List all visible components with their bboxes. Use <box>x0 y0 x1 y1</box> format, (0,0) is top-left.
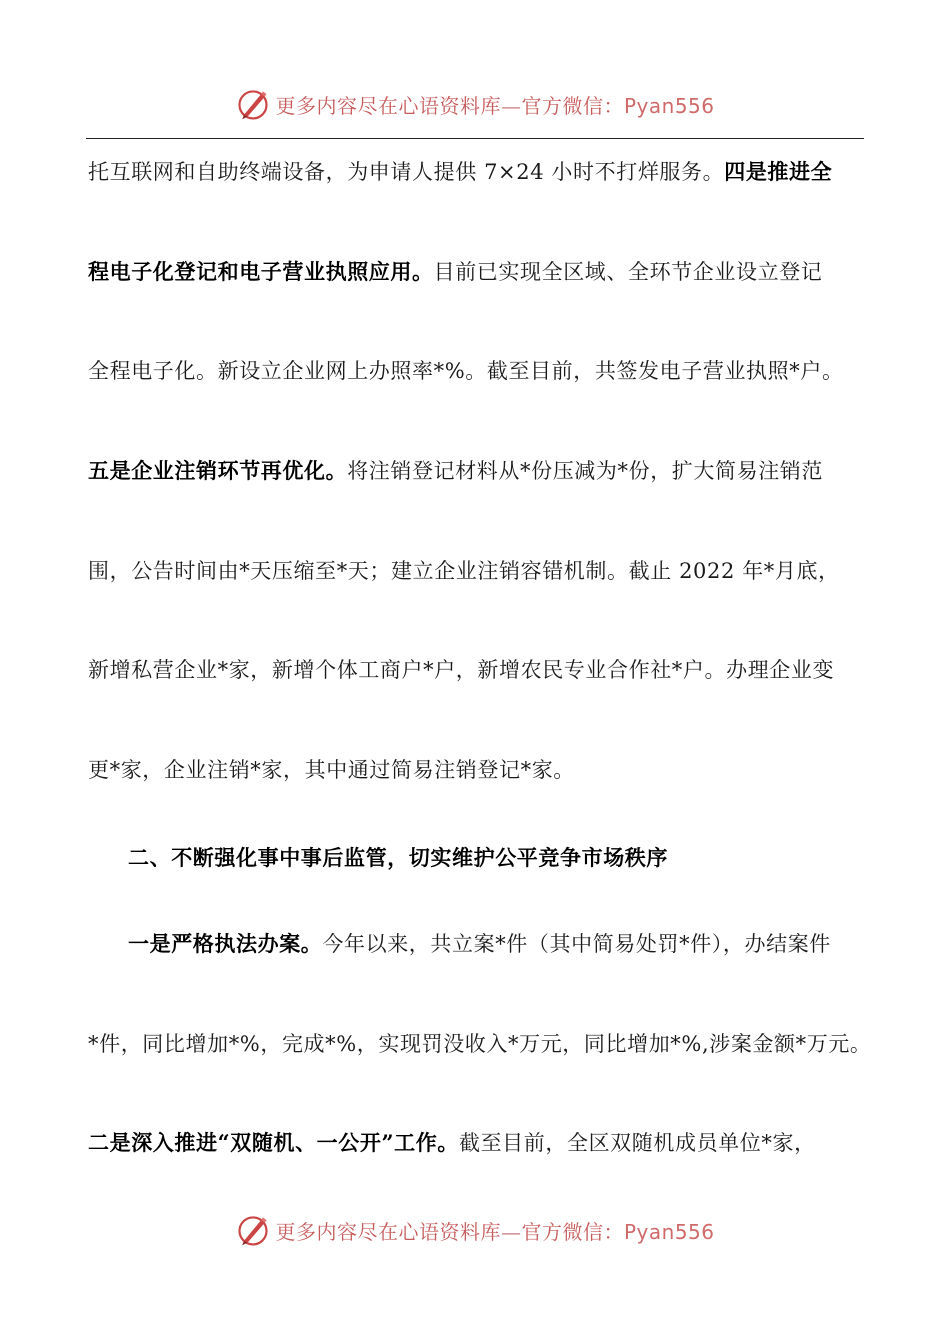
paragraph-line: 更*家，企业注销*家，其中通过简易注销登记*家。 <box>88 758 575 782</box>
header-rule <box>86 138 864 139</box>
paragraph-line: 二是深入推进“双随机、一公开”工作。截至目前，全区双随机成员单位*家， <box>88 1130 816 1155</box>
footer-watermark-banner <box>0 1208 950 1252</box>
pen-logo-icon <box>235 86 271 122</box>
wechat-id: Pyan556 <box>623 93 715 118</box>
pen-logo-icon <box>235 1212 271 1248</box>
wechat-id: Pyan556 <box>623 1219 715 1244</box>
paragraph-line: 五是企业注销环节再优化。将注销登记材料从*份压减为*份，扩大简易注销范 <box>88 458 824 483</box>
banner-text: 更多内容尽在心语资料库—官方微信：Pyan556 <box>275 93 715 118</box>
paragraph-line: 全程电子化。新设立企业网上办照率*%。截至目前，共签发电子营业执照*户。 <box>88 359 844 383</box>
paragraph-line: 托互联网和自助终端设备，为申请人提供 7×24 小时不打烊服务。四是推进全 <box>88 159 833 184</box>
header-watermark-banner <box>0 82 950 126</box>
paragraph-line: *件，同比增加*%，完成*%，实现罚没收入*万元，同比增加*%,涉案金额*万元。 <box>88 1032 872 1056</box>
paragraph-line: 程电子化登记和电子营业执照应用。目前已实现全区域、全环节企业设立登记 <box>88 259 823 284</box>
paragraph-line: 围，公告时间由*天压缩至*天；建立企业注销容错机制。截止 2022 年*月底， <box>88 559 840 583</box>
paragraph-line: 一是严格执法办案。今年以来，共立案*件（其中简易处罚*件），办结案件 <box>128 931 831 956</box>
paragraph-line: 新增私营企业*家，新增个体工商户*户，新增农民专业合作社*户。办理企业变 <box>88 658 835 682</box>
section-heading: 二、不断强化事中事后监管，切实维护公平竞争市场秩序 <box>128 845 668 870</box>
banner-text: 更多内容尽在心语资料库—官方微信：Pyan556 <box>275 1219 715 1244</box>
